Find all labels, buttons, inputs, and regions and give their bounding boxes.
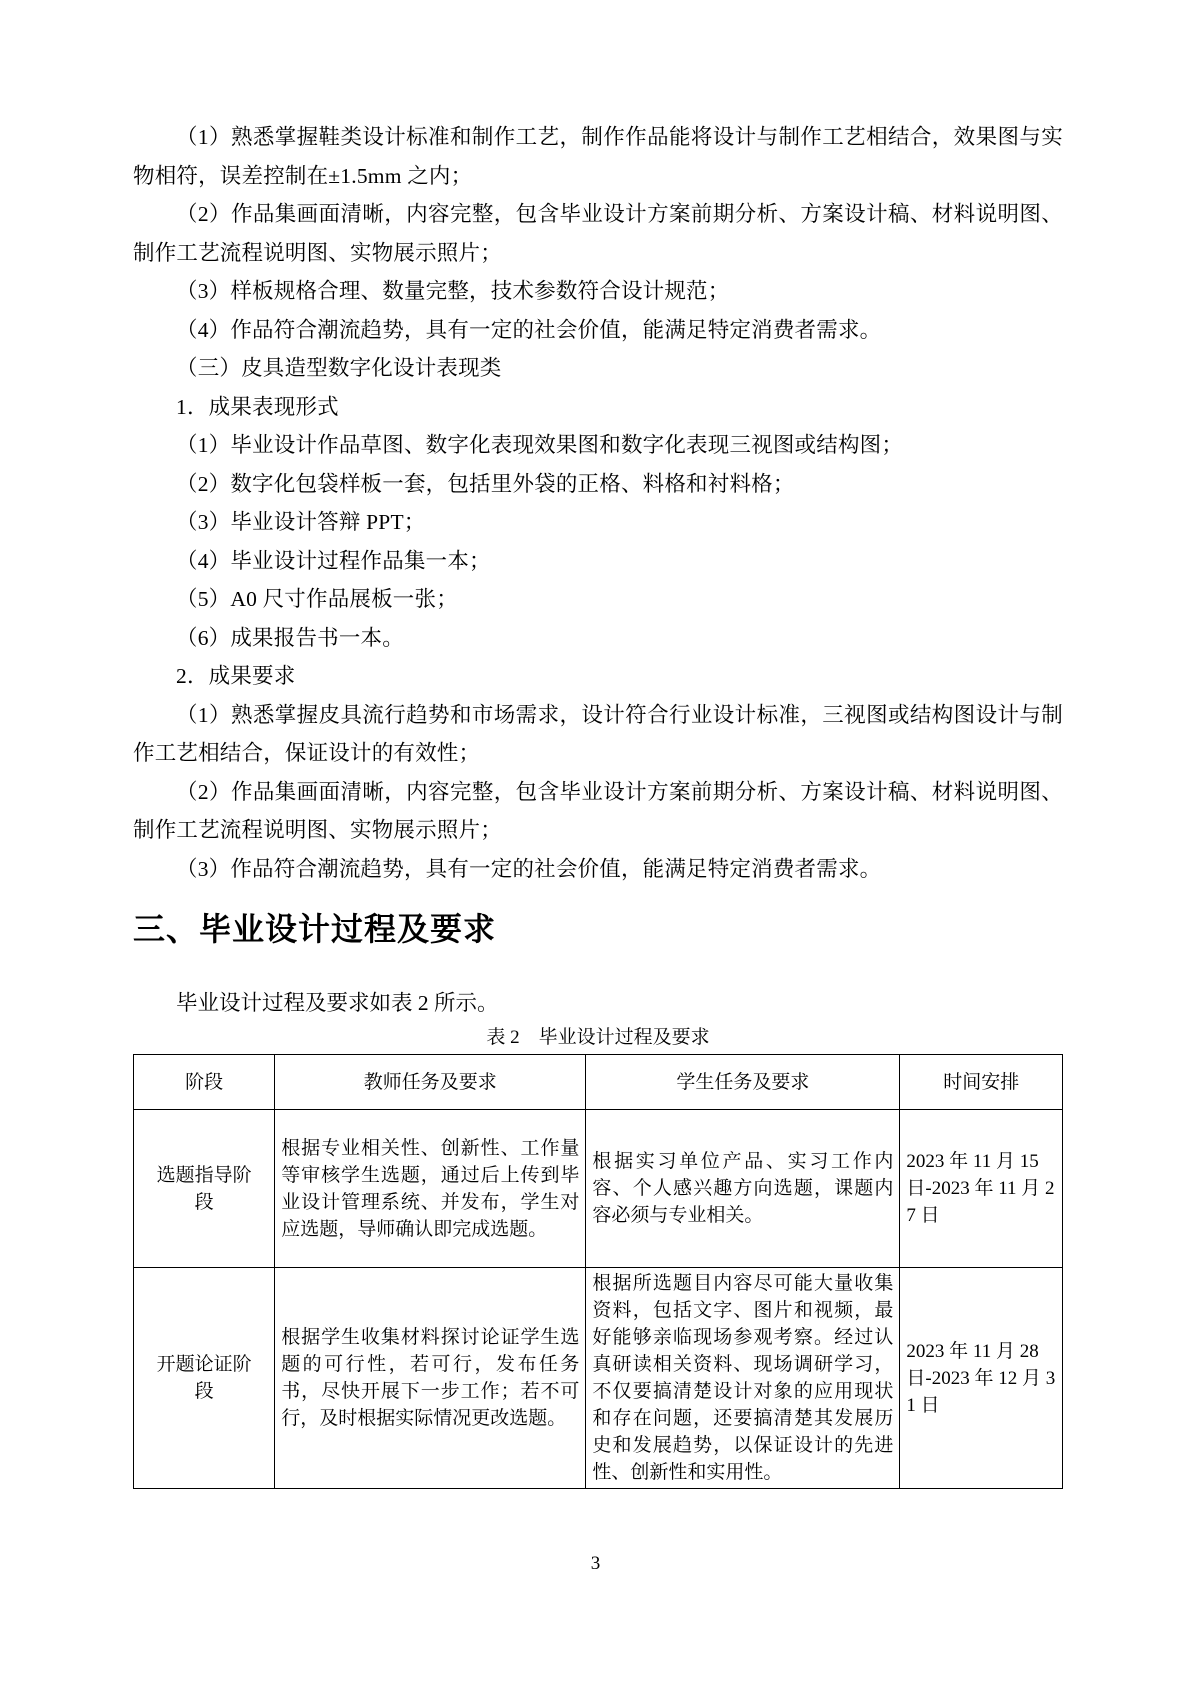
section-heading: 三、毕业设计过程及要求: [133, 911, 497, 947]
table-caption: 表 2 毕业设计过程及要求: [486, 1027, 710, 1048]
stage-cell: 开题论证阶段: [134, 1268, 275, 1489]
stage-cell: 选题指导阶段: [134, 1110, 275, 1268]
body-paragraph: （2）数字化包袋样板一套，包括里外袋的正格、料格和衬料格；: [176, 471, 795, 496]
table-row: [134, 1268, 1063, 1489]
page-number: 3: [590, 1553, 601, 1574]
header-cell-stage: 阶段: [134, 1055, 275, 1110]
teacher-task-cell: 根据专业相关性、创新性、工作量等审核学生选题，通过后上传到毕业设计管理系统、并发布，学生对应选题，导师确认即完成选题。: [275, 1110, 586, 1268]
body-paragraph: （2）作品集画面清晰，内容完整，包含毕业设计方案前期分析、方案设计稿、材料说明图、制作工艺流程说明图、实物展示照片；: [133, 779, 1063, 842]
student-task-cell: 根据所选题目内容尽可能大量收集资料，包括文字、图片和视频，最好能够亲临现场参观考察。经过认真研读相关资料、现场调研学习，不仅要搞清楚设计对象的应用现状和存在问题，还要搞清楚其发展历史和发展趋势，以保证设计的先进性、创新性和实用性。: [586, 1268, 900, 1489]
body-paragraph: 2．成果要求: [176, 664, 296, 688]
body-paragraph: （1）毕业设计作品草图、数字化表现效果图和数字化表现三视图或结构图；: [176, 433, 904, 457]
table-header-row: [134, 1055, 1063, 1110]
header-cell-schedule: 时间安排: [900, 1055, 1063, 1110]
table-intro-paragraph: 毕业设计过程及要求如表 2 所示。: [176, 991, 499, 1015]
body-paragraph: （三）皮具造型数字化设计表现类: [176, 356, 502, 380]
body-paragraph: （3）作品符合潮流趋势，具有一定的社会价值，能满足特定消费者需求。: [176, 856, 882, 881]
body-paragraph: （2）作品集画面清晰，内容完整，包含毕业设计方案前期分析、方案设计稿、材料说明图、制作工艺流程说明图、实物展示照片；: [133, 202, 1063, 265]
body-paragraph: （5）A0 尺寸作品展板一张；: [176, 587, 458, 611]
schedule-cell: 2023 年 11 月 15 日-2023 年 11 月 27 日: [900, 1110, 1063, 1268]
body-paragraph: （4）作品符合潮流趋势，具有一定的社会价值，能满足特定消费者需求。: [176, 317, 882, 342]
header-cell-teacher-tasks: 教师任务及要求: [275, 1055, 586, 1110]
body-paragraph: （3）样板规格合理、数量完整，技术参数符合设计规范；: [176, 279, 730, 303]
body-paragraph: （3）毕业设计答辩 PPT；: [176, 510, 426, 534]
body-paragraph: （4）毕业设计过程作品集一本；: [176, 548, 491, 573]
schedule-cell: 2023 年 11 月 28 日-2023 年 12 月 31 日: [900, 1268, 1063, 1489]
body-paragraph: 1．成果表现形式: [176, 394, 339, 419]
student-task-cell: 根据实习单位产品、实习工作内容、个人感兴趣方向选题，课题内容必须与专业相关。: [586, 1110, 900, 1268]
table-row: [134, 1110, 1063, 1268]
process-table: [133, 1054, 1063, 1489]
body-paragraph: （1）熟悉掌握鞋类设计标准和制作工艺，制作作品能将设计与制作工艺相结合，效果图与实物相符，误差控制在±1.5mm 之内；: [133, 125, 1063, 188]
teacher-task-cell: 根据学生收集材料探讨论证学生选题的可行性，若可行，发布任务书，尽快开展下一步工作；若不可行，及时根据实际情况更改选题。: [275, 1268, 586, 1489]
header-cell-student-tasks: 学生任务及要求: [586, 1055, 900, 1110]
body-paragraph: （1）熟悉掌握皮具流行趋势和市场需求，设计符合行业设计标准，三视图或结构图设计与制作工艺相结合，保证设计的有效性；: [133, 702, 1063, 765]
body-paragraph: （6）成果报告书一本。: [176, 625, 404, 650]
